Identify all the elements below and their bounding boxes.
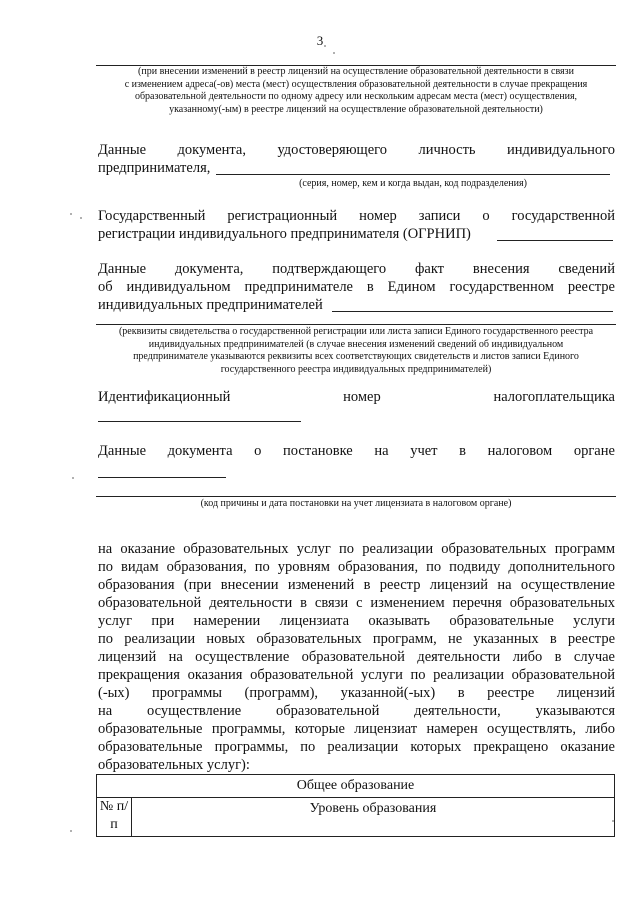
page-number: 3 — [316, 33, 324, 48]
identity-hint: (серия, номер, кем и когда выдан, код подразделения) — [299, 178, 527, 189]
paragraph-line: на оказание образовательных услуг по реализации образовательных программ — [98, 541, 615, 557]
ogrnip-line-1: Государственный регистрационный номер записи о государственной — [98, 208, 615, 224]
scan-speck — [70, 213, 72, 215]
note-line: государственного реестра индивидуальных предпринимателей) — [220, 363, 492, 375]
main-paragraph — [98, 540, 615, 774]
note-line: (при внесении изменений в реестр лицензий на осуществление образовательной деятельности в связи — [138, 66, 574, 77]
scan-speck — [80, 217, 82, 219]
scan-speck — [612, 820, 614, 822]
egrip-document-section — [98, 260, 615, 314]
paragraph-line: образовательные программы, которые лицензиат намерен осуществлять, либо — [98, 721, 615, 737]
paragraph-line: образования (при внесении изменений в реестр лицензий на осуществление — [98, 577, 615, 593]
identity-fill-line — [216, 174, 610, 175]
paragraph-line: (-ых) программы (программ), указанной(-ых) в реестре лицензий — [98, 685, 615, 701]
scan-speck — [333, 52, 335, 54]
tax-line: Данные документа о постановке на учет в налоговом органе — [98, 443, 615, 459]
scan-speck — [72, 477, 74, 479]
ogrnip-line-2: регистрации индивидуального предпринимателя (ОГРНИП) — [98, 226, 471, 242]
scan-speck — [324, 45, 326, 47]
ogrnip-section — [98, 207, 615, 243]
note-line: образовательной деятельности по одному адресу или нескольким адресам места (мест) осуществления, — [134, 91, 578, 102]
paragraph-line: образовательной деятельности в связи с изменением перечня образовательных — [98, 595, 615, 611]
address-change-note — [96, 66, 616, 116]
egrip-fill-line-2 — [96, 324, 616, 325]
paragraph-line: прекращения оказания образовательной услуги по реализации образовательной — [98, 667, 615, 683]
paragraph-line: на осуществление образовательной деятельности, указываются — [98, 703, 615, 719]
tax-fill-line-2 — [96, 496, 616, 497]
inn-line: Идентификационный номер налогоплательщика — [98, 389, 615, 405]
table-header-general-education: Общее образование — [97, 775, 615, 798]
table-col-education-level: Уровень образования — [132, 798, 615, 837]
tax-registration-section — [98, 442, 615, 460]
identity-document-section — [98, 141, 615, 177]
egrip-fill-line — [332, 311, 613, 312]
inn-fill-line — [98, 421, 301, 422]
paragraph-line: лицензий на осуществление образовательной деятельности либо в случае — [98, 649, 615, 665]
paragraph-line: услуг при намерении лицензиата оказывать образовательные услуги — [98, 613, 615, 629]
note-line: предпринимателе указываются реквизиты всех соответствующих свидетельств и листов записи Единого — [133, 351, 579, 362]
table-col-number: № п/п — [97, 798, 132, 837]
inn-section — [98, 388, 615, 406]
tax-hint: (код причины и дата постановки на учет лицензиата в налоговом органе) — [200, 498, 512, 509]
paragraph-line: по видам образования, по уровням образования, по подвиду дополнительного — [98, 559, 615, 575]
tax-fill-line — [98, 477, 226, 478]
note-line: (реквизиты свидетельства о государственной регистрации или листа записи Единого государственного реестра — [118, 326, 594, 337]
education-table — [96, 774, 615, 837]
identity-line-1: Данные документа, удостоверяющего личность индивидуального — [98, 142, 615, 158]
scan-speck — [70, 830, 72, 832]
paragraph-line: образовательные программы, по реализации которых прекращено оказание — [98, 739, 615, 755]
note-line: указанному(-ым) в реестре лицензий на осуществление образовательной деятельности) — [169, 103, 543, 115]
note-line: индивидуальных предпринимателей (в случае внесения изменений сведений об индивидуальном — [148, 338, 564, 350]
identity-line-2: предпринимателя, — [98, 160, 211, 176]
note-line: с изменением адреса(-ов) места (мест) осуществления образовательной деятельности в случае прекращения — [124, 78, 588, 90]
egrip-line-2: об индивидуальном предпринимателе в Едином государственном реестре — [98, 279, 615, 295]
paragraph-line: по реализации новых образовательных программ, не указанных в реестре — [98, 631, 615, 647]
ogrnip-fill-line — [497, 240, 613, 241]
egrip-line-3: индивидуальных предпринимателей — [98, 297, 323, 313]
egrip-line-1: Данные документа, подтверждающего факт внесения сведений — [98, 261, 615, 277]
paragraph-line: образовательных услуг): — [98, 757, 250, 773]
egrip-note — [96, 326, 616, 376]
